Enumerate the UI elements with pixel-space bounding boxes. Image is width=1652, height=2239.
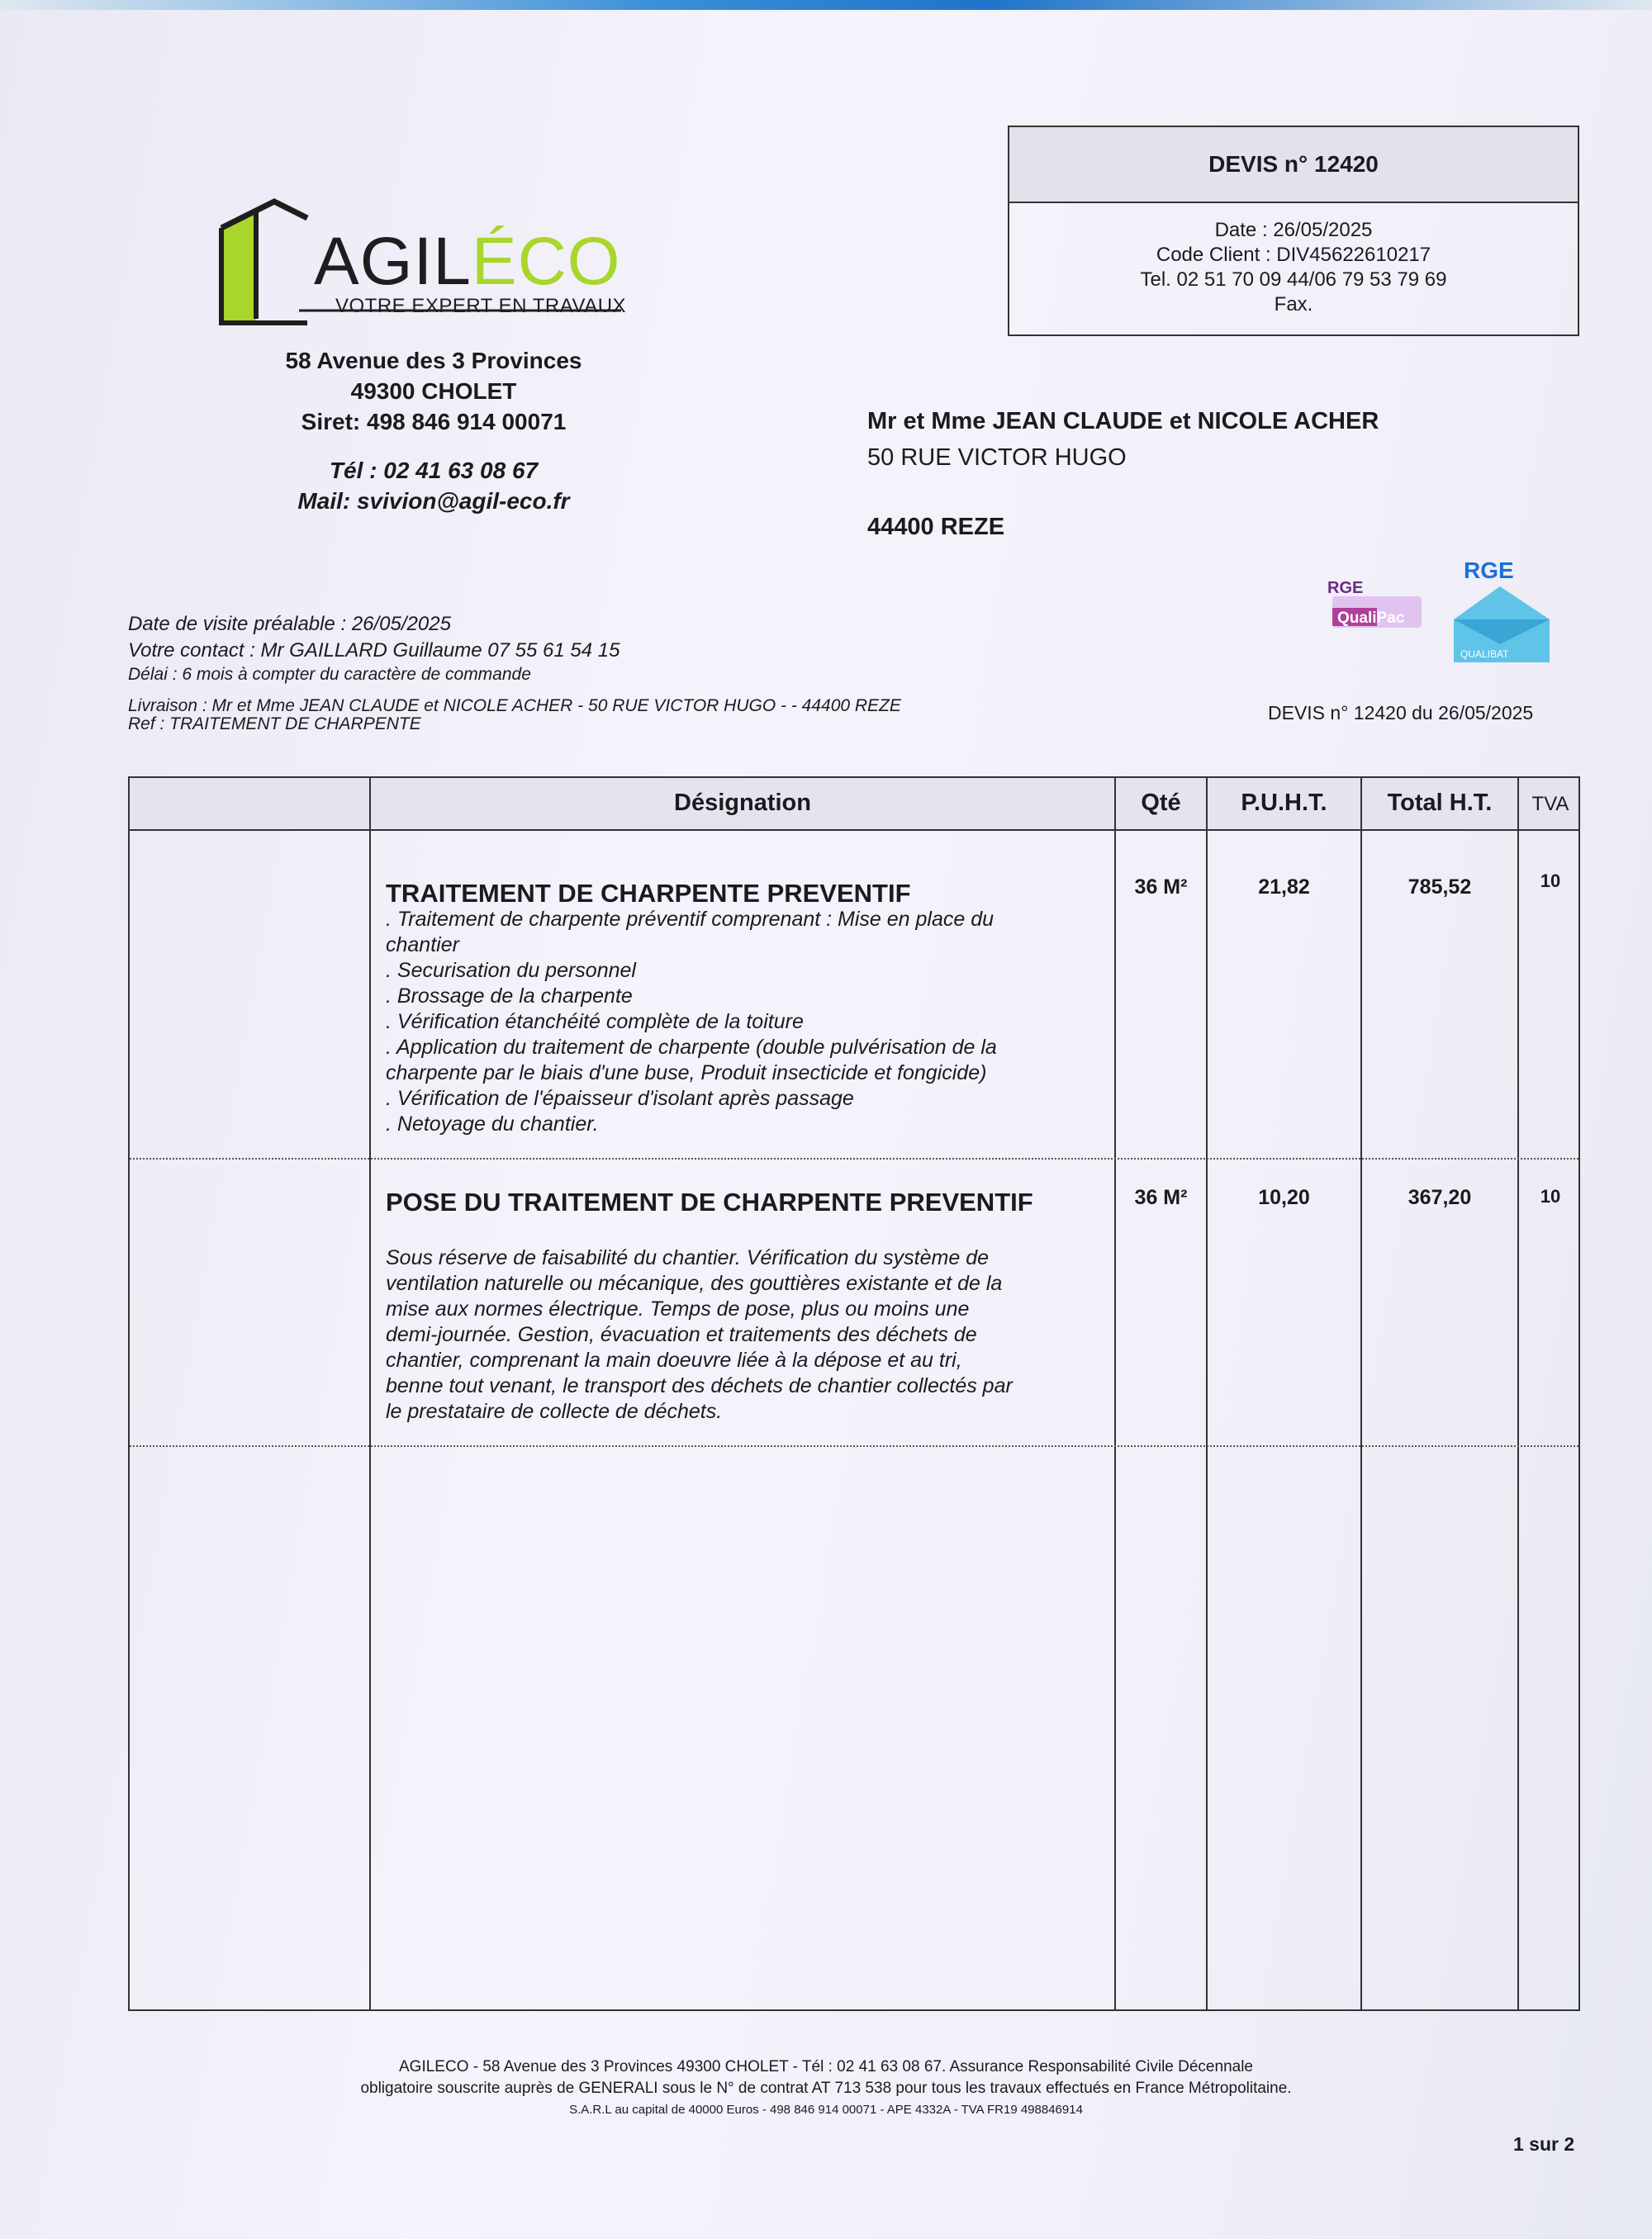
footer-line-2: obligatoire souscrite auprès de GENERALI sous le N° de contrat AT 713 538 pour tous les travaux effectués en France Métropolitaine.: [360, 2080, 1292, 2097]
company-mail: Mail: svivion@agil-eco.fr: [297, 488, 570, 514]
svg-text:QualiPac: QualiPac: [1337, 610, 1405, 627]
row-vat: 10: [1540, 870, 1561, 891]
client-name: Mr et Mme JEAN CLAUDE et NICOLE ACHER: [867, 408, 1379, 434]
row-qty: 36 M²: [1134, 1186, 1188, 1209]
top-edge-band: [0, 0, 1652, 10]
legal-footer: [206, 2056, 1446, 2121]
row-unit-price: 21,82: [1258, 875, 1310, 899]
logo-tagline: VOTRE EXPERT EN TRAVAUX: [335, 295, 627, 317]
client-fax: Fax.: [1274, 293, 1313, 315]
quote-table: [128, 776, 1580, 2011]
footer-line-1: AGILECO - 58 Avenue des 3 Provinces 49300 CHOLET - Tél : 02 41 63 08 67. Assurance Responsabilité Civile Décennale: [399, 2058, 1253, 2075]
client-city: 44400 REZE: [867, 514, 1005, 540]
client-tel: Tel. 02 51 70 09 44/06 79 53 79 69: [1140, 268, 1447, 291]
rge-qualibat-badge-icon: [1454, 553, 1553, 662]
row-title: TRAITEMENT DE CHARPENTE PREVENTIF: [386, 879, 911, 908]
company-city: 49300 CHOLET: [350, 378, 517, 404]
devis-meta: [128, 611, 901, 735]
company-address: [240, 345, 628, 516]
svg-text:RGE: RGE: [1464, 557, 1514, 583]
company-phone: Tél : 02 41 63 08 67: [329, 458, 539, 483]
col-header-unit-price: P.U.H.T.: [1241, 790, 1327, 816]
client-code: Code Client : DIV45622610217: [1156, 244, 1431, 266]
devis-number: DEVIS n° 12420: [1009, 127, 1578, 203]
devis-reference: DEVIS n° 12420 du 26/05/2025: [1268, 702, 1534, 723]
visit-date: Date de visite préalable : 26/05/2025: [128, 613, 451, 635]
row-description: Sous réserve de faisabilité du chantier. Vérification du système de ventilation naturelle ou mécanique, des gouttières existante et de la mise aux normes électrique. Temps de pose, plus ou moins une demi-journée. Gestion, évacuation et traitements des déchets de chantier, comprenant la main doeuvre liée à la dépose et au tri, benne tout venant, le transport des déchets de chantier collectés par le prestataire de collecte de déchets.: [386, 1246, 1013, 1423]
devis-date: Date : 26/05/2025: [1214, 219, 1373, 241]
col-header-designation: Désignation: [674, 790, 811, 816]
row-unit-price: 10,20: [1258, 1186, 1310, 1209]
col-header-total: Total H.T.: [1387, 790, 1493, 816]
row-description: . Traitement de charpente préventif comprenant : Mise en place du chantier . Securisation du personnel . Brossage de la charpente . Vérification étanchéité complète de la toiture . Application du traitement de charpente (double pulvérisation de la charpente par le biais d'une buse, Produit insecticide et fongicide) . Vérification de l'épaisseur d'isolant après passage . Netoyage du chantier.: [386, 908, 997, 1136]
footer-line-3: S.A.R.L au capital de 40000 Euros - 498 846 914 00071 - APE 4332A - TVA FR19 498846914: [569, 2103, 1083, 2117]
contact-person: Votre contact : Mr GAILLARD Guillaume 07 55 61 54 15: [128, 639, 620, 662]
svg-text:RGE: RGE: [1327, 579, 1364, 597]
page-number: 1 sur 2: [1513, 2133, 1575, 2155]
rge-qualipac-badge-icon: [1326, 578, 1425, 636]
row-vat: 10: [1540, 1186, 1561, 1207]
delay: Délai : 6 mois à compter du caractère de commande: [128, 665, 531, 684]
client-address: [867, 403, 1379, 545]
client-street: 50 RUE VICTOR HUGO: [867, 444, 1127, 471]
row-qty: 36 M²: [1134, 875, 1188, 899]
company-street: 58 Avenue des 3 Provinces: [285, 348, 582, 373]
company-siret: Siret: 498 846 914 00071: [301, 409, 567, 434]
devis-header-box: [1008, 126, 1579, 336]
row-title: POSE DU TRAITEMENT DE CHARPENTE PREVENTIF: [386, 1188, 1033, 1217]
reference: Ref : TRAITEMENT DE CHARPENTE: [128, 714, 421, 733]
row-total: 785,52: [1408, 875, 1472, 899]
col-header-vat: TVA: [1531, 793, 1569, 815]
logo-wordmark: AGILÉCO: [314, 224, 621, 299]
delivery-address: Livraison : Mr et Mme JEAN CLAUDE et NICOLE ACHER - 50 RUE VICTOR HUGO - - 44400 REZE: [128, 696, 901, 715]
col-header-qty: Qté: [1141, 790, 1181, 816]
row-total: 367,20: [1408, 1186, 1472, 1209]
svg-text:QUALIBAT: QUALIBAT: [1460, 648, 1509, 660]
